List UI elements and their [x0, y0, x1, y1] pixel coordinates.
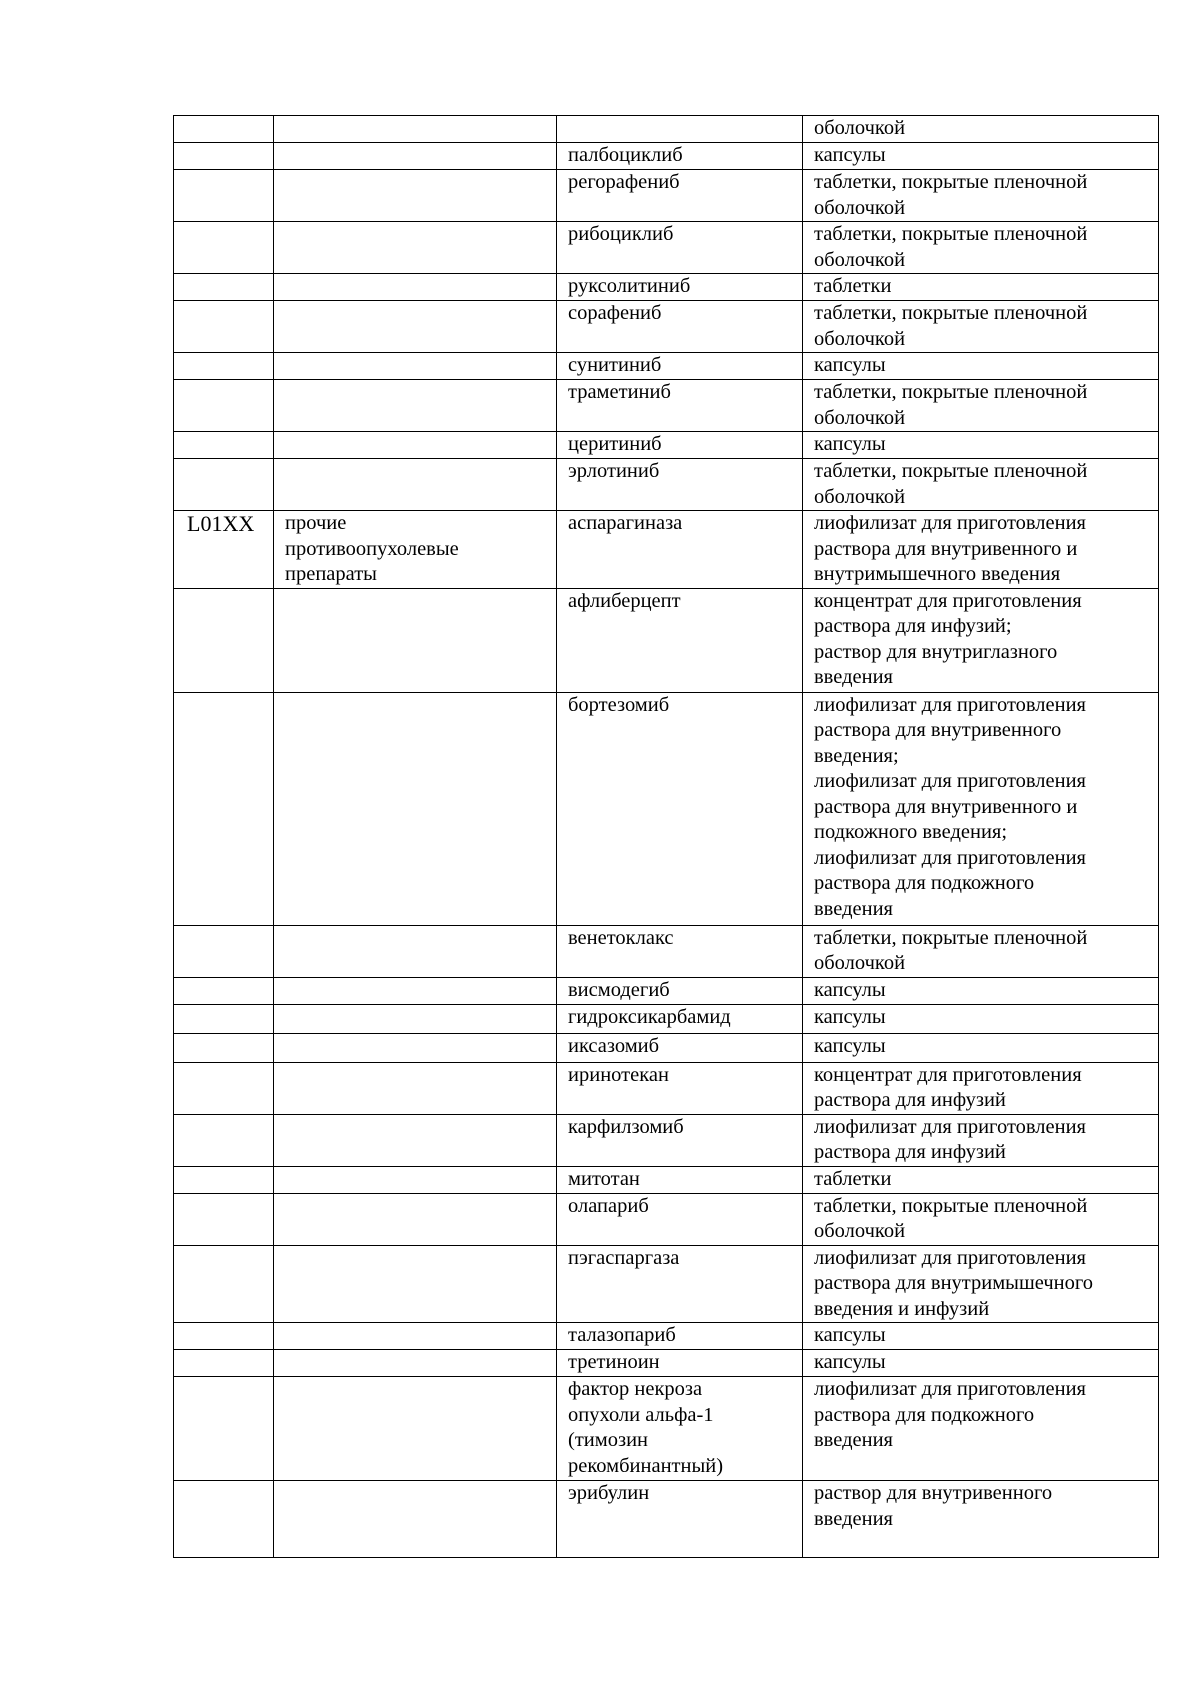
cell-text-line: капсулы: [814, 433, 886, 455]
drug-name-cell: [557, 143, 803, 170]
dosage-form-cell: [803, 1193, 1159, 1245]
cell-text-line: лиофилизат для приготовления: [814, 846, 1086, 869]
dosage-form-cell: [803, 170, 1159, 222]
cell-text-line: таблетки, покрытые пленочной: [814, 381, 1088, 403]
cell-text-line: оболочкой: [814, 406, 906, 429]
cell-text-line: таблетки, покрытые пленочной: [814, 1194, 1088, 1217]
drug-name-cell: [557, 1350, 803, 1377]
cell-text-line: введения: [814, 897, 893, 920]
drug-name-cell: [557, 1245, 803, 1323]
dosage-form-cell: [803, 301, 1159, 353]
cell-text-line: афлиберцепт: [568, 589, 681, 612]
table-row: [174, 1481, 1159, 1558]
cell-text-line: капсулы: [814, 1005, 886, 1028]
cell-text-line: раствора для подкожного: [814, 1403, 1035, 1426]
cell-text-line: концентрат для приготовления: [814, 1063, 1082, 1086]
table-row: [174, 1245, 1159, 1323]
atc-code-cell: [174, 1114, 274, 1166]
cell-text-line: митотан: [568, 1167, 640, 1190]
atc-code-cell: [174, 353, 274, 380]
group-name-cell: [274, 1323, 557, 1350]
table-row: [174, 301, 1159, 353]
table-row: [174, 977, 1159, 1004]
atc-code-cell: [174, 1004, 274, 1033]
drug-table: [173, 115, 1159, 1558]
cell-text-line: препараты: [285, 563, 377, 585]
drug-name-cell: [557, 1114, 803, 1166]
drug-name-cell: [557, 1166, 803, 1193]
cell-text-line: (тимозин: [568, 1429, 649, 1451]
drug-name-cell: [557, 1062, 803, 1114]
cell-text-line: гидроксикарбамид: [568, 1005, 731, 1028]
dosage-form-cell: [803, 1166, 1159, 1193]
cell-text-line: олапариб: [568, 1194, 649, 1217]
drug-name-cell: [557, 692, 803, 925]
group-name-cell: [274, 353, 557, 380]
cell-text-line: раствора для внутривенного и: [814, 795, 1078, 818]
cell-text-line: иксазомиб: [568, 1034, 660, 1057]
drug-name-cell: [557, 170, 803, 222]
cell-text-line: регорафениб: [568, 171, 680, 193]
dosage-form-cell: [803, 1245, 1159, 1323]
group-name-cell: [274, 588, 557, 692]
cell-text-line: карфилзомиб: [568, 1115, 684, 1138]
atc-code-cell: [174, 1481, 274, 1558]
group-name-cell: [274, 1350, 557, 1377]
table-row: [174, 143, 1159, 170]
drug-name-cell: [557, 511, 803, 589]
dosage-form-cell: [803, 380, 1159, 432]
dosage-form-cell: [803, 432, 1159, 459]
cell-text-line: раствора для инфузий: [814, 1089, 1006, 1111]
atc-code-cell: [174, 274, 274, 301]
group-name-cell: [274, 222, 557, 274]
atc-code-cell: [174, 143, 274, 170]
table-row: [174, 459, 1159, 511]
dosage-form-cell: [803, 1062, 1159, 1114]
cell-text-line: прочие: [285, 512, 347, 534]
group-name-cell: [274, 274, 557, 301]
group-name-cell: [274, 432, 557, 459]
drug-name-cell: [557, 1033, 803, 1062]
dosage-form-cell: [803, 222, 1159, 274]
cell-text-line: оболочкой: [814, 485, 906, 508]
cell-text-line: подкожного введения;: [814, 821, 1008, 843]
dosage-form-cell: [803, 459, 1159, 511]
atc-code-cell: [174, 977, 274, 1004]
drug-name-cell: [557, 301, 803, 353]
cell-text-line: траметиниб: [568, 381, 671, 403]
cell-text-line: раствора для инфузий: [814, 1141, 1006, 1163]
cell-text-line: капсулы: [814, 1351, 886, 1373]
dosage-form-cell: [803, 1481, 1159, 1558]
dosage-form-cell: [803, 588, 1159, 692]
cell-text-line: капсулы: [814, 1324, 886, 1346]
table-row: [174, 1062, 1159, 1114]
atc-code-cell: [174, 1033, 274, 1062]
cell-text-line: таблетки, покрытые пленочной: [814, 223, 1088, 245]
drug-name-cell: [557, 1323, 803, 1350]
group-name-cell: [274, 977, 557, 1004]
table-row: [174, 380, 1159, 432]
cell-text-line: оболочкой: [814, 1220, 906, 1242]
cell-text-line: раствора для внутривенного: [814, 719, 1062, 741]
cell-text-line: рибоциклиб: [568, 223, 674, 245]
cell-text-line: оболочкой: [814, 117, 906, 139]
group-name-cell: [274, 1062, 557, 1114]
dosage-form-cell: [803, 925, 1159, 977]
drug-name-cell: [557, 925, 803, 977]
cell-text-line: раствора для внутривенного и: [814, 537, 1078, 560]
cell-text-line: капсулы: [814, 354, 886, 376]
group-name-cell: [274, 170, 557, 222]
atc-code-cell: [174, 1377, 274, 1481]
cell-text-line: сунитиниб: [568, 354, 662, 376]
group-name-cell: [274, 511, 557, 589]
atc-code-cell: [174, 170, 274, 222]
cell-text-line: таблетки, покрытые пленочной: [814, 460, 1088, 482]
atc-code-cell: [174, 459, 274, 511]
group-name-cell: [274, 1166, 557, 1193]
cell-text-line: эрлотиниб: [568, 460, 660, 482]
drug-name-cell: [557, 432, 803, 459]
drug-name-cell: [557, 1004, 803, 1033]
table-row: [174, 1323, 1159, 1350]
cell-text-line: раствор для внутривенного: [814, 1482, 1053, 1504]
cell-text-line: введения: [814, 666, 893, 688]
cell-text-line: лиофилизат для приготовления: [814, 1246, 1086, 1269]
table-row: [174, 222, 1159, 274]
cell-text-line: талазопариб: [568, 1324, 676, 1346]
atc-code-cell: [174, 1323, 274, 1350]
cell-text-line: раствора для подкожного: [814, 872, 1035, 894]
group-name-cell: [274, 1004, 557, 1033]
drug-name-cell: [557, 274, 803, 301]
cell-text-line: церитиниб: [568, 433, 662, 455]
cell-text-line: оболочкой: [814, 952, 906, 974]
cell-text-line: руксолитиниб: [568, 275, 691, 297]
table-row: [174, 692, 1159, 925]
group-name-cell: [274, 459, 557, 511]
cell-text-line: сорафениб: [568, 302, 662, 324]
atc-code-cell: [174, 1245, 274, 1323]
drug-name-cell: [557, 459, 803, 511]
cell-text-line: третиноин: [568, 1351, 660, 1373]
group-name-cell: [274, 1481, 557, 1558]
atc-code-cell: [174, 692, 274, 925]
cell-text-line: таблетки, покрытые пленочной: [814, 171, 1088, 193]
cell-text-line: иринотекан: [568, 1063, 669, 1086]
cell-text-line: таблетки, покрытые пленочной: [814, 302, 1088, 324]
drug-table-body: [174, 116, 1159, 1558]
drug-name-cell: [557, 353, 803, 380]
cell-text-line: лиофилизат для приготовления: [814, 1115, 1086, 1138]
table-row: [174, 1377, 1159, 1481]
atc-code-cell: [174, 301, 274, 353]
cell-text-line: оболочкой: [814, 196, 906, 219]
atc-code-cell: [174, 1166, 274, 1193]
cell-text-line: таблетки: [814, 1167, 892, 1190]
cell-text-line: лиофилизат для приготовления: [814, 770, 1086, 792]
cell-text-line: рекомбинантный): [568, 1454, 724, 1477]
cell-text-line: внутримышечного введения: [814, 563, 1061, 585]
dosage-form-cell: [803, 274, 1159, 301]
atc-code-cell: [174, 588, 274, 692]
group-name-cell: [274, 925, 557, 977]
table-row: [174, 1193, 1159, 1245]
cell-text-line: оболочкой: [814, 327, 906, 350]
atc-code-cell: [174, 432, 274, 459]
cell-text-line: L01XX: [187, 511, 255, 536]
table-row: [174, 1166, 1159, 1193]
cell-text-line: введения и инфузий: [814, 1297, 990, 1320]
cell-text-line: пэгаспаргаза: [568, 1246, 680, 1269]
drug-name-cell: [557, 588, 803, 692]
dosage-form-cell: [803, 143, 1159, 170]
group-name-cell: [274, 116, 557, 143]
table-row: [174, 353, 1159, 380]
cell-text-line: раствора для инфузий;: [814, 615, 1012, 637]
dosage-form-cell: [803, 511, 1159, 589]
dosage-form-cell: [803, 1033, 1159, 1062]
drug-name-cell: [557, 977, 803, 1004]
cell-text-line: капсулы: [814, 1034, 886, 1057]
drug-name-cell: [557, 222, 803, 274]
cell-text-line: введения;: [814, 744, 899, 767]
cell-text-line: оболочкой: [814, 248, 906, 271]
cell-text-line: противоопухолевые: [285, 537, 459, 560]
cell-text-line: таблетки: [814, 275, 892, 297]
cell-text-line: раствора для внутримышечного: [814, 1272, 1094, 1294]
cell-text-line: таблетки, покрытые пленочной: [814, 926, 1088, 949]
cell-text-line: бортезомиб: [568, 693, 670, 716]
cell-text-line: аспарагиназа: [568, 512, 683, 534]
cell-text-line: капсулы: [814, 978, 886, 1001]
cell-text-line: раствор для внутриглазного: [814, 640, 1058, 663]
group-name-cell: [274, 301, 557, 353]
cell-text-line: опухоли альфа-1: [568, 1403, 714, 1426]
cell-text-line: венетоклакс: [568, 926, 674, 949]
table-row: [174, 511, 1159, 589]
cell-text-line: концентрат для приготовления: [814, 589, 1082, 612]
dosage-form-cell: [803, 1323, 1159, 1350]
table-row: [174, 925, 1159, 977]
atc-code-cell: [174, 380, 274, 432]
cell-text-line: висмодегиб: [568, 978, 670, 1001]
drug-name-cell: [557, 1377, 803, 1481]
cell-text-line: палбоциклиб: [568, 144, 683, 166]
cell-text-line: лиофилизат для приготовления: [814, 1378, 1086, 1400]
table-row: [174, 1350, 1159, 1377]
atc-code-cell: [174, 925, 274, 977]
table-row: [174, 116, 1159, 143]
cell-text-line: лиофилизат для приготовления: [814, 512, 1086, 534]
table-row: [174, 588, 1159, 692]
dosage-form-cell: [803, 116, 1159, 143]
cell-text-line: капсулы: [814, 144, 886, 166]
drug-name-cell: [557, 1481, 803, 1558]
group-name-cell: [274, 143, 557, 170]
dosage-form-cell: [803, 692, 1159, 925]
table-row: [174, 1114, 1159, 1166]
cell-text-line: введения: [814, 1429, 893, 1451]
table-row: [174, 274, 1159, 301]
dosage-form-cell: [803, 353, 1159, 380]
cell-text-line: эрибулин: [568, 1482, 650, 1504]
dosage-form-cell: [803, 1114, 1159, 1166]
dosage-form-cell: [803, 1004, 1159, 1033]
atc-code-cell: [174, 1062, 274, 1114]
drug-name-cell: [557, 380, 803, 432]
atc-code-cell: [174, 116, 274, 143]
cell-text-line: введения: [814, 1507, 893, 1530]
table-row: [174, 432, 1159, 459]
cell-text-line: лиофилизат для приготовления: [814, 693, 1086, 716]
table-row: [174, 1033, 1159, 1062]
atc-code-cell: [174, 511, 274, 589]
dosage-form-cell: [803, 1377, 1159, 1481]
group-name-cell: [274, 1377, 557, 1481]
dosage-form-cell: [803, 977, 1159, 1004]
cell-text-line: фактор некроза: [568, 1378, 703, 1400]
atc-code-cell: [174, 222, 274, 274]
group-name-cell: [274, 692, 557, 925]
group-name-cell: [274, 1245, 557, 1323]
drug-name-cell: [557, 116, 803, 143]
group-name-cell: [274, 1114, 557, 1166]
group-name-cell: [274, 1193, 557, 1245]
drug-name-cell: [557, 1193, 803, 1245]
group-name-cell: [274, 1033, 557, 1062]
atc-code-cell: [174, 1350, 274, 1377]
table-row: [174, 170, 1159, 222]
group-name-cell: [274, 380, 557, 432]
dosage-form-cell: [803, 1350, 1159, 1377]
atc-code-cell: [174, 1193, 274, 1245]
table-row: [174, 1004, 1159, 1033]
